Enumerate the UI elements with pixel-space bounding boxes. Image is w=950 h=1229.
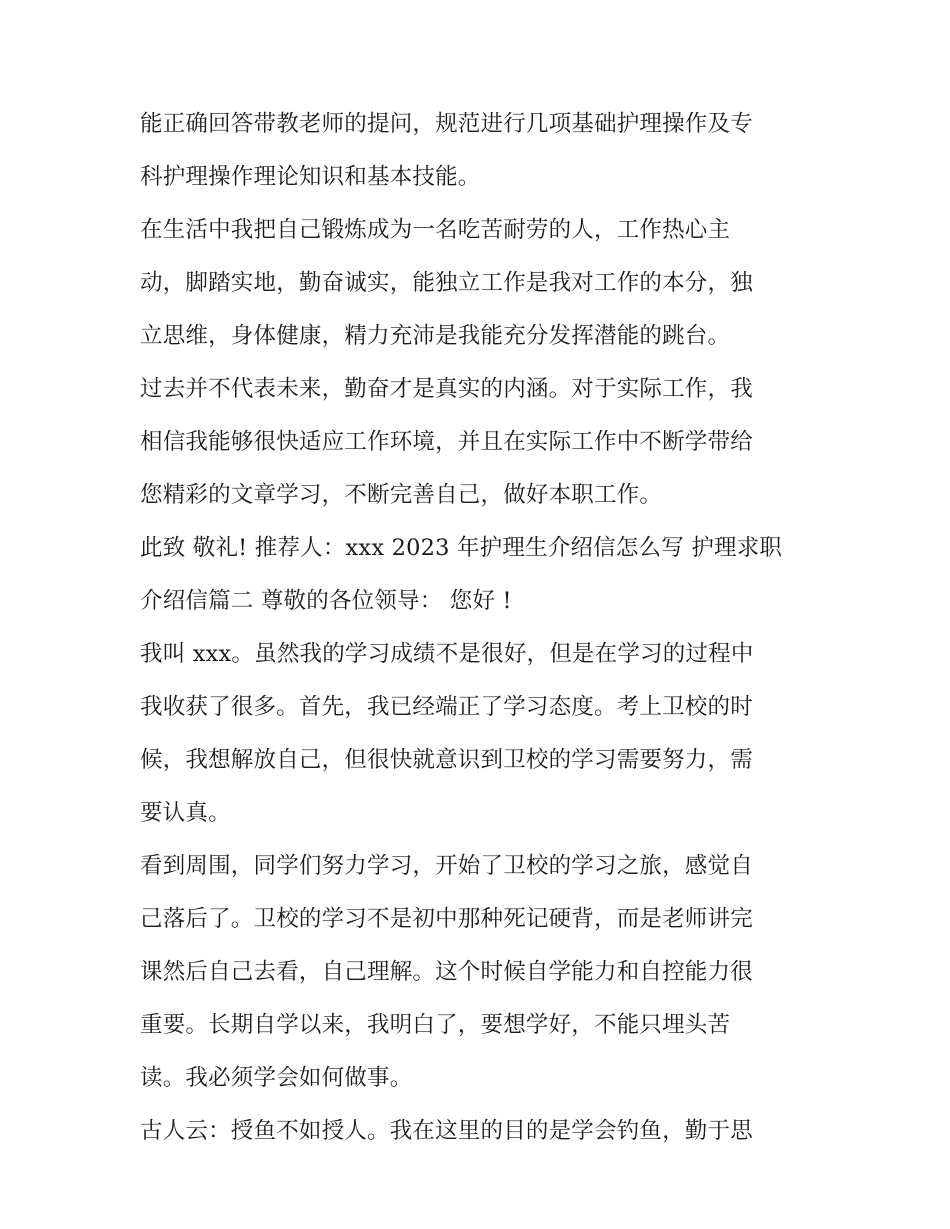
text-line: 过去并不代表未来，勤奋才是真实的内涵。对于实际工作，我 [140,376,753,402]
text-line: 课然后自己去看，自己理解。这个时候自学能力和自控能力很 [140,959,753,985]
text-line: 您精彩的文章学习，不断完善自己，做好本职工作。 [140,482,663,508]
document-body [140,98,820,1158]
text-line: 动，脚踏实地，勤奋诚实，能独立工作是我对工作的本分，独 [140,270,753,296]
text-line: 要认真。 [140,800,231,826]
text-line: 介绍信篇二 尊敬的各位领导： 您好 ! [140,588,512,614]
text-line: 候，我想解放自己，但很快就意识到卫校的学习需要努力，需 [140,747,753,773]
text-line: 我叫 xxx。虽然我的学习成绩不是很好，但是在学习的过程中 [140,641,754,667]
text-line: 重要。长期自学以来，我明白了，要想学好，不能只埋头苦 [140,1012,731,1038]
text-line: 能正确回答带教老师的提问，规范进行几项基础护理操作及专 [140,111,753,137]
text-line: 立思维，身体健康，精力充沛是我能充分发挥潜能的跳台。 [140,323,731,349]
text-line: 古人云：授鱼不如授人。我在这里的目的是学会钓鱼，勤于思 [140,1118,753,1144]
text-line: 己落后了。卫校的学习不是初中那种死记硬背，而是老师讲完 [140,906,753,932]
text-line: 读。我必须学会如何做事。 [140,1065,413,1091]
text-line: 此致 敬礼! 推荐人：xxx 2023 年护理生介绍信怎么写 护理求职 [140,535,783,561]
text-line: 我收获了很多。首先，我已经端正了学习态度。考上卫校的时 [140,694,753,720]
text-line: 在生活中我把自己锻炼成为一名吃苦耐劳的人，工作热心主 [140,217,731,243]
text-line: 看到周围，同学们努力学习，开始了卫校的学习之旅，感觉自 [140,853,753,879]
text-line: 科护理操作理论知识和基本技能。 [140,164,481,190]
text-line: 相信我能够很快适应工作环境，并且在实际工作中不断学带给 [140,429,753,455]
